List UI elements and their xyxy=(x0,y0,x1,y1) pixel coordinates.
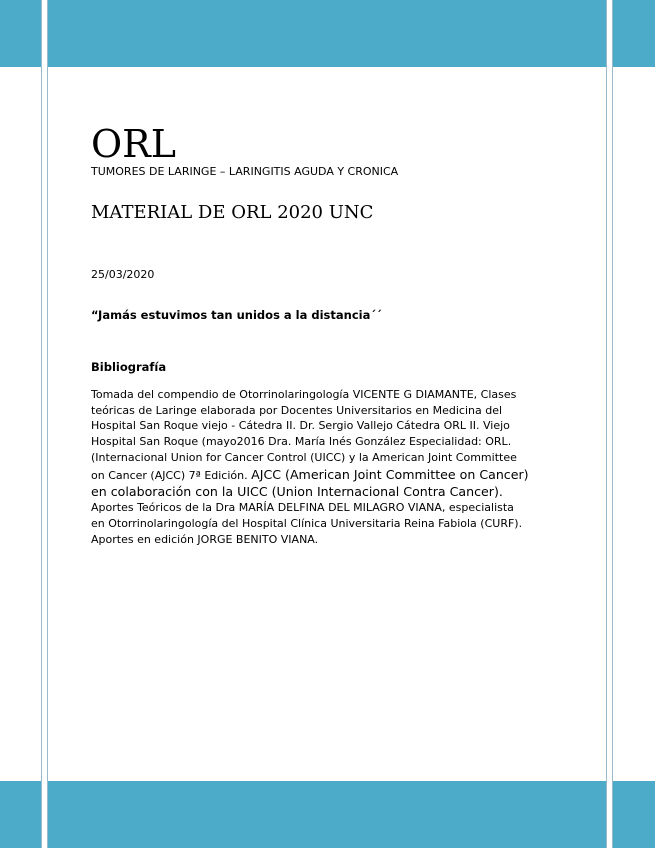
page-gap-left xyxy=(41,0,48,848)
bibliography-line-mixed xyxy=(91,466,561,484)
page-footer-band xyxy=(48,781,606,848)
document-date: 25/03/2020 xyxy=(91,268,155,281)
bibliography-line-large: en colaboración con la UICC (Union Internacional Contra Cancer). xyxy=(91,484,503,500)
bibliography-line: Aportes Teóricos de la Dra MARÍA DELFINA DEL MILAGRO VIANA, especialista xyxy=(91,501,514,515)
bibliography-line-part-large: AJCC (American Joint Committee on Cancer) xyxy=(251,466,529,482)
bibliography-line: teóricas de Laringe elaborada por Docentes Universitarios en Medicina del xyxy=(91,403,503,417)
page-gap-right xyxy=(606,0,613,848)
document-page xyxy=(48,0,606,848)
document-heading: MATERIAL DE ORL 2020 UNC xyxy=(91,202,374,223)
next-page-edge xyxy=(614,67,655,781)
document-subtitle: TUMORES DE LARINGE – LARINGITIS AGUDA Y CRONICA xyxy=(91,165,399,178)
previous-page-edge xyxy=(0,67,41,781)
bibliography-text xyxy=(91,387,561,547)
bibliography-line: Hospital San Roque (mayo2016 Dra. María Inés González Especialidad: ORL. xyxy=(91,435,512,449)
bibliography-heading: Bibliografía xyxy=(91,360,167,374)
bibliography-line-part: on Cancer (AJCC) 7ª Edición. xyxy=(91,468,252,482)
page-header-band xyxy=(48,0,606,67)
bibliography-line: en Otorrinolaringología del Hospital Clínica Universitaria Reina Fabiola (CURF). xyxy=(91,516,523,530)
bibliography-line: Aportes en edición JORGE BENITO VIANA. xyxy=(91,532,319,546)
document-quote: “Jamás estuvimos tan unidos a la distancia´´ xyxy=(91,308,382,322)
bibliography-line: Tomada del compendio de Otorrinolaringología VICENTE G DIAMANTE, Clases xyxy=(91,388,517,401)
bibliography-line: (Internacional Union for Cancer Control (UICC) y la American Joint Committee xyxy=(91,450,517,464)
document-title: ORL xyxy=(91,122,176,166)
bibliography-line: Hospital San Roque viejo - Cátedra II. Dr. Sergio Vallejo Cátedra ORL II. Viejo xyxy=(91,419,510,433)
